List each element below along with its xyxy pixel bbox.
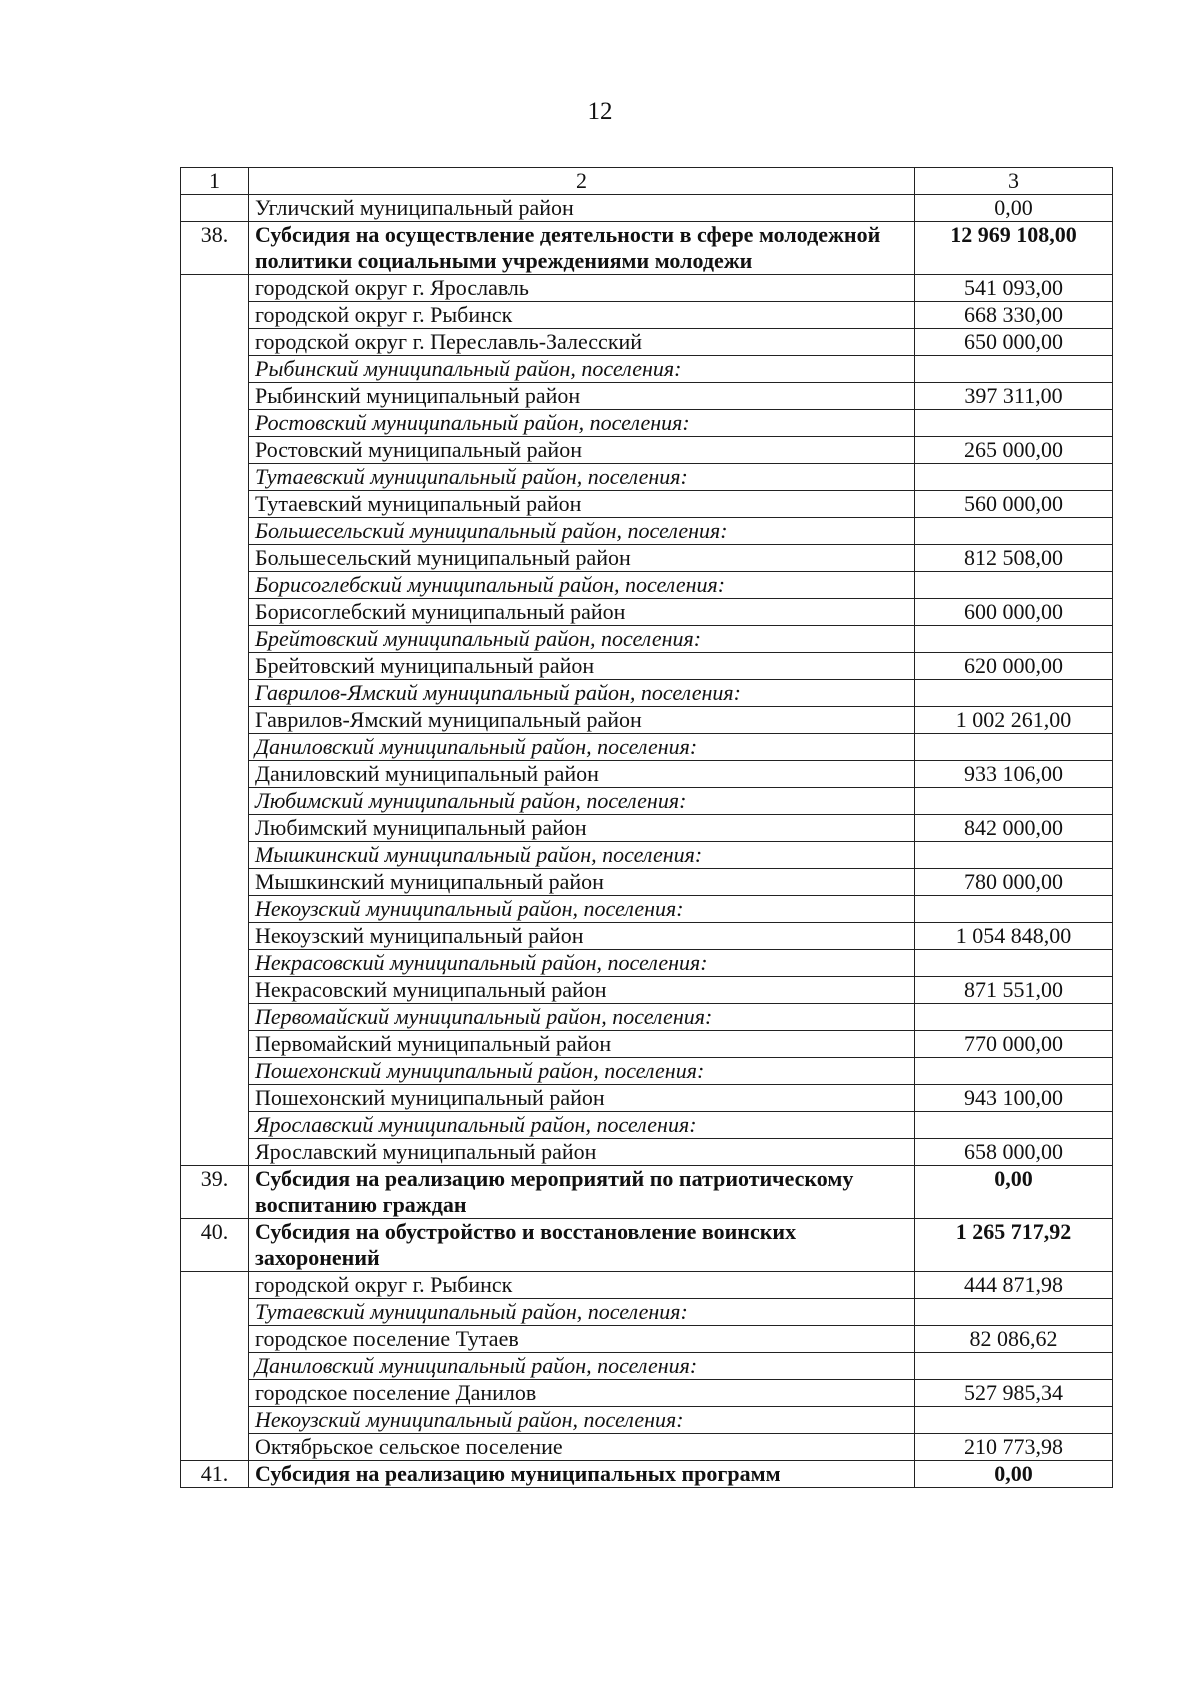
row-name: Мышкинский муниципальный район, поселения: <box>249 842 915 869</box>
row-name: городской округ г. Переславль-Залесский <box>249 329 915 356</box>
table-row <box>181 815 1113 842</box>
table-row <box>181 977 1113 1004</box>
row-number: 41. <box>181 1461 249 1488</box>
row-number <box>181 1139 249 1166</box>
row-amount: 620 000,00 <box>915 653 1113 680</box>
row-name: городское поселение Тутаев <box>249 1326 915 1353</box>
row-amount: 933 106,00 <box>915 761 1113 788</box>
row-name: Угличский муниципальный район <box>249 195 915 222</box>
row-name: Любимский муниципальный район, поселения: <box>249 788 915 815</box>
row-number <box>181 1031 249 1058</box>
row-number <box>181 1380 249 1407</box>
row-number <box>181 1326 249 1353</box>
row-amount <box>915 680 1113 707</box>
row-name: Даниловский муниципальный район, поселения: <box>249 1353 915 1380</box>
row-number <box>181 680 249 707</box>
row-amount: 600 000,00 <box>915 599 1113 626</box>
row-number: 40. <box>181 1219 249 1272</box>
row-name: Брейтовский муниципальный район, поселения: <box>249 626 915 653</box>
row-amount <box>915 842 1113 869</box>
row-number <box>181 1434 249 1461</box>
district-group-row <box>181 626 1113 653</box>
row-amount <box>915 788 1113 815</box>
district-group-row <box>181 896 1113 923</box>
row-amount <box>915 1112 1113 1139</box>
row-amount: 812 508,00 <box>915 545 1113 572</box>
district-group-row <box>181 1112 1113 1139</box>
row-amount: 0,00 <box>915 1461 1113 1488</box>
row-name: Субсидия на реализацию мероприятий по патриотическому воспитанию граждан <box>249 1166 915 1219</box>
subsidy-section-row <box>181 222 1113 275</box>
row-name: Гаврилов-Ямский муниципальный район <box>249 707 915 734</box>
row-number <box>181 356 249 383</box>
district-group-row <box>181 734 1113 761</box>
row-amount: 0,00 <box>915 195 1113 222</box>
row-number <box>181 1353 249 1380</box>
row-amount <box>915 1353 1113 1380</box>
row-number <box>181 1112 249 1139</box>
row-name: Некрасовский муниципальный район <box>249 977 915 1004</box>
table-row <box>181 1434 1113 1461</box>
row-name: Тутаевский муниципальный район <box>249 491 915 518</box>
row-amount: 842 000,00 <box>915 815 1113 842</box>
row-number <box>181 734 249 761</box>
row-name: Большесельский муниципальный район, поселения: <box>249 518 915 545</box>
row-number <box>181 815 249 842</box>
row-name: Некоузский муниципальный район, поселения: <box>249 896 915 923</box>
row-number <box>181 437 249 464</box>
row-number <box>181 869 249 896</box>
row-amount <box>915 950 1113 977</box>
row-name: Даниловский муниципальный район, поселения: <box>249 734 915 761</box>
row-name: Первомайский муниципальный район <box>249 1031 915 1058</box>
row-amount <box>915 896 1113 923</box>
row-name: Октябрьское сельское поселение <box>249 1434 915 1461</box>
row-amount <box>915 1004 1113 1031</box>
row-amount: 265 000,00 <box>915 437 1113 464</box>
row-number <box>181 977 249 1004</box>
table-row <box>181 545 1113 572</box>
row-name: Любимский муниципальный район <box>249 815 915 842</box>
row-number <box>181 1299 249 1326</box>
row-name: Рыбинский муниципальный район, поселения: <box>249 356 915 383</box>
table-row <box>181 195 1113 222</box>
row-name: Некрасовский муниципальный район, поселения: <box>249 950 915 977</box>
district-group-row <box>181 410 1113 437</box>
row-number <box>181 518 249 545</box>
district-group-row <box>181 464 1113 491</box>
subsidy-section-row <box>181 1219 1113 1272</box>
table-row <box>181 869 1113 896</box>
subsidy-table <box>180 167 1113 1488</box>
row-number <box>181 896 249 923</box>
table-row <box>181 707 1113 734</box>
table-row <box>181 383 1113 410</box>
district-group-row <box>181 518 1113 545</box>
table-row <box>181 302 1113 329</box>
row-name: Большесельский муниципальный район <box>249 545 915 572</box>
row-number <box>181 464 249 491</box>
district-group-row <box>181 1058 1113 1085</box>
row-amount <box>915 410 1113 437</box>
row-name: Некоузский муниципальный район, поселения: <box>249 1407 915 1434</box>
row-amount: 871 551,00 <box>915 977 1113 1004</box>
row-amount: 650 000,00 <box>915 329 1113 356</box>
row-number <box>181 653 249 680</box>
table-header-row <box>181 168 1113 195</box>
row-number <box>181 1085 249 1112</box>
table-row <box>181 653 1113 680</box>
row-amount <box>915 626 1113 653</box>
row-name: Ярославский муниципальный район, поселения: <box>249 1112 915 1139</box>
row-name: Субсидия на обустройство и восстановление воинских захоронений <box>249 1219 915 1272</box>
row-amount: 668 330,00 <box>915 302 1113 329</box>
table-row <box>181 1139 1113 1166</box>
row-name: Некоузский муниципальный район <box>249 923 915 950</box>
table-row <box>181 923 1113 950</box>
district-group-row <box>181 842 1113 869</box>
row-amount <box>915 518 1113 545</box>
row-amount: 1 265 717,92 <box>915 1219 1113 1272</box>
district-group-row <box>181 680 1113 707</box>
district-group-row <box>181 356 1113 383</box>
table-row <box>181 329 1113 356</box>
row-number: 39. <box>181 1166 249 1219</box>
row-name: Пошехонский муниципальный район, поселения: <box>249 1058 915 1085</box>
row-name: Брейтовский муниципальный район <box>249 653 915 680</box>
row-amount: 444 871,98 <box>915 1272 1113 1299</box>
district-group-row <box>181 1299 1113 1326</box>
row-amount: 210 773,98 <box>915 1434 1113 1461</box>
row-amount: 12 969 108,00 <box>915 222 1113 275</box>
row-amount: 541 093,00 <box>915 275 1113 302</box>
row-number <box>181 707 249 734</box>
row-amount: 770 000,00 <box>915 1031 1113 1058</box>
row-name: Первомайский муниципальный район, поселения: <box>249 1004 915 1031</box>
table-row <box>181 1085 1113 1112</box>
row-amount: 943 100,00 <box>915 1085 1113 1112</box>
header-col-2: 2 <box>249 168 915 195</box>
page-number: 12 <box>587 98 613 125</box>
district-group-row <box>181 1004 1113 1031</box>
row-number <box>181 842 249 869</box>
row-number <box>181 761 249 788</box>
row-amount: 658 000,00 <box>915 1139 1113 1166</box>
row-name: Рыбинский муниципальный район <box>249 383 915 410</box>
row-number <box>181 275 249 302</box>
row-name: Мышкинский муниципальный район <box>249 869 915 896</box>
row-amount <box>915 464 1113 491</box>
row-amount <box>915 1407 1113 1434</box>
row-name: городской округ г. Рыбинск <box>249 1272 915 1299</box>
subsidy-section-row <box>181 1461 1113 1488</box>
row-amount: 560 000,00 <box>915 491 1113 518</box>
row-number <box>181 410 249 437</box>
subsidy-section-row <box>181 1166 1113 1219</box>
table-row <box>181 437 1113 464</box>
row-number <box>181 491 249 518</box>
row-name: Тутаевский муниципальный район, поселения: <box>249 1299 915 1326</box>
header-col-3: 3 <box>915 168 1113 195</box>
row-number <box>181 302 249 329</box>
row-number: 38. <box>181 222 249 275</box>
row-number <box>181 195 249 222</box>
row-number <box>181 788 249 815</box>
row-amount <box>915 1299 1113 1326</box>
row-amount: 397 311,00 <box>915 383 1113 410</box>
row-number <box>181 626 249 653</box>
row-name: Ярославский муниципальный район <box>249 1139 915 1166</box>
row-amount: 1 054 848,00 <box>915 923 1113 950</box>
row-name: Ростовский муниципальный район, поселения: <box>249 410 915 437</box>
table-row <box>181 599 1113 626</box>
row-number <box>181 923 249 950</box>
row-number <box>181 1058 249 1085</box>
row-amount: 1 002 261,00 <box>915 707 1113 734</box>
row-name: Ростовский муниципальный район <box>249 437 915 464</box>
row-name: Гаврилов-Ямский муниципальный район, поселения: <box>249 680 915 707</box>
table-row <box>181 1031 1113 1058</box>
table-row <box>181 275 1113 302</box>
district-group-row <box>181 950 1113 977</box>
row-name: городской округ г. Ярославль <box>249 275 915 302</box>
row-amount: 0,00 <box>915 1166 1113 1219</box>
header-col-1: 1 <box>181 168 249 195</box>
row-number <box>181 1004 249 1031</box>
row-number <box>181 1407 249 1434</box>
row-amount <box>915 1058 1113 1085</box>
table-row <box>181 761 1113 788</box>
row-name: городское поселение Данилов <box>249 1380 915 1407</box>
row-amount <box>915 572 1113 599</box>
table-row <box>181 491 1113 518</box>
row-name: Борисоглебский муниципальный район, поселения: <box>249 572 915 599</box>
row-name: Даниловский муниципальный район <box>249 761 915 788</box>
row-number <box>181 329 249 356</box>
row-amount <box>915 734 1113 761</box>
row-name: Борисоглебский муниципальный район <box>249 599 915 626</box>
row-amount: 780 000,00 <box>915 869 1113 896</box>
row-number <box>181 545 249 572</box>
row-amount: 82 086,62 <box>915 1326 1113 1353</box>
row-number <box>181 572 249 599</box>
table-row <box>181 1272 1113 1299</box>
row-number <box>181 383 249 410</box>
district-group-row <box>181 788 1113 815</box>
row-name: Пошехонский муниципальный район <box>249 1085 915 1112</box>
row-number <box>181 599 249 626</box>
district-group-row <box>181 1353 1113 1380</box>
row-name: городской округ г. Рыбинск <box>249 302 915 329</box>
district-group-row <box>181 1407 1113 1434</box>
row-number <box>181 950 249 977</box>
table-row <box>181 1380 1113 1407</box>
row-name: Субсидия на реализацию муниципальных программ <box>249 1461 915 1488</box>
row-number <box>181 1272 249 1299</box>
row-amount: 527 985,34 <box>915 1380 1113 1407</box>
row-name: Тутаевский муниципальный район, поселения: <box>249 464 915 491</box>
row-name: Субсидия на осуществление деятельности в сфере молодежной политики социальными учреждениями молодежи <box>249 222 915 275</box>
district-group-row <box>181 572 1113 599</box>
table-row <box>181 1326 1113 1353</box>
row-amount <box>915 356 1113 383</box>
